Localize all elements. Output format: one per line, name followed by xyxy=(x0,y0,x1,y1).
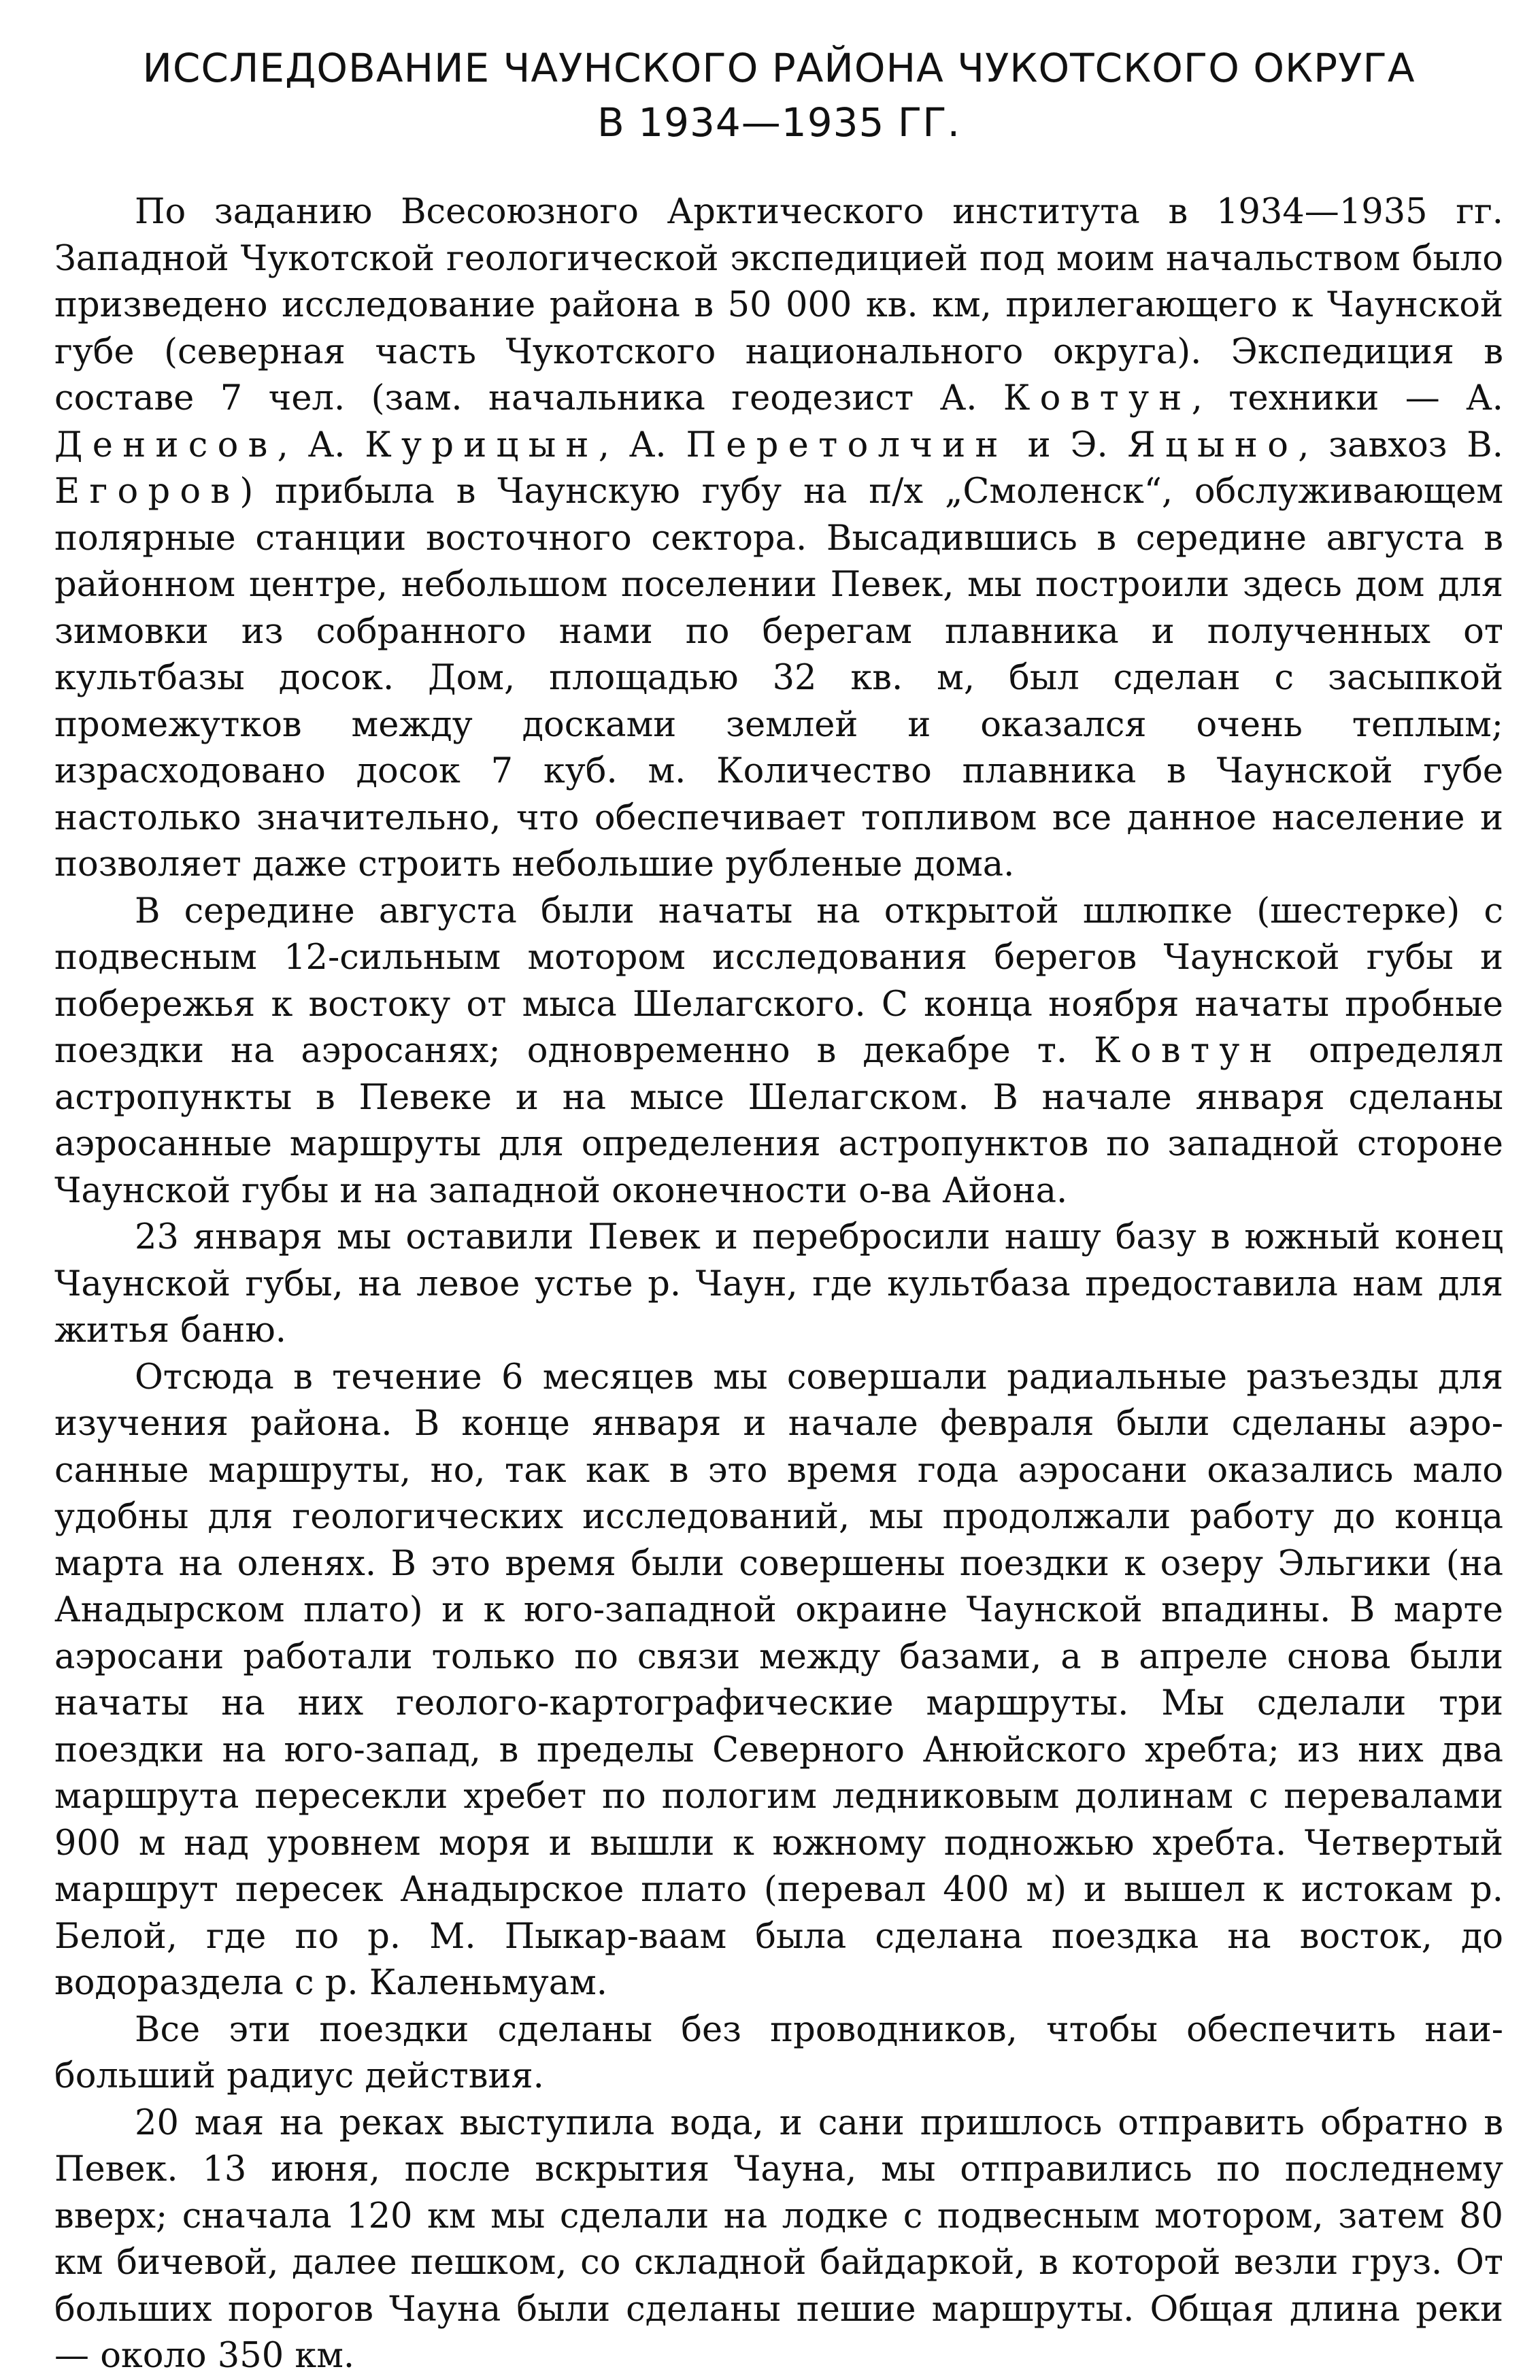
person-name: Денисов xyxy=(54,425,278,465)
document-page xyxy=(54,41,1503,2380)
person-name: Перетолчин xyxy=(686,425,1008,465)
person-name: Егоров xyxy=(54,472,240,512)
person-name: Ковтун xyxy=(1094,1031,1282,1071)
article-title xyxy=(54,41,1503,150)
paragraph-2: В середине августа были начаты на открытой шлюпке (шестерке) с подвесным 12-сильным мотором исследования берегов Чаунской губы и побережья к востоку от мыса Шелагского. С конца ноября начаты пробные поездки на аэросанях; одновременно в декабре т. Ковтун определял астропункты в Певеке и на мысе Шелагском. В начале января сделаны аэросанные маршруты для определения астропунктов по западной стороне Чаунской губы и на западной оконечности о-ва Айона. xyxy=(54,891,1503,1211)
paragraph-3: 23 января мы оставили Певек и перебросили нашу базу в южный конец Чаунской губы, на левое устье р. Чаун, где культбаза предоставила нам для житья баню. xyxy=(54,1217,1503,1351)
paragraph-5: Все эти поездки сделаны без проводников, чтобы обеспечить наибольший радиус действия. xyxy=(54,2009,1503,2096)
person-name: Яцыно xyxy=(1127,425,1299,465)
person-name: Курицын xyxy=(365,425,599,465)
article-body xyxy=(54,189,1503,2380)
article-title-line-1: ИССЛЕДОВАНИЕ ЧАУНСКОГО РАЙОНА ЧУКОТСКОГО ОКРУГА xyxy=(142,45,1416,91)
person-name: Ковтун xyxy=(1003,378,1192,418)
paragraph-4: Отсюда в течение 6 месяцев мы совершали радиальные разъезды для изучения района. В конце января и начале февраля были сделаны аэросанные маршруты, но, так как в это время года аэросани оказались мало удобны для геологических исследований, мы продолжали работу до конца марта на оленях. В это время были совершены поездки к озеру Эльгики (на Анадырском плато) и к юго-западной окраине Чаунской впадины. В марте аэросани работали только по связи между базами, а в апреле снова были начаты на них геолого-картографические маршруты. Мы сделали три поездки на юго-запад, в пределы Северного Анюйского хребта; из них два маршрута пересекли хребет по пологим ледниковым долинам с перевалами 900 м над уровнем моря и вышли к южному подножью хребта. Четвертый маршрут пересек Анадырское плато (перевал 400 м) и вышел к истокам р. Белой, где по р. М. Пыкар-ваам была сделана поездка на восток, до водораздела с р. Каленьмуам. xyxy=(54,1357,1503,2003)
paragraph-1: По заданию Всесоюзного Арктического института в 1934—1935 гг. Западной Чукотской геологической экспедицией под моим начальством было призведено исследование района в 50 000 кв. км, прилегающего к Чаунской губе (северная часть Чукотского национального округа). Экспедиция в составе 7 чел. (зам. начальника геодезист А. Ковтун, техники — А. Денисов, А. Курицын, А. Перетолчин и Э. Яцыно, завхоз В. Егоров) прибыла в Чаунскую губу на п/х „Смоленск“, обслуживающем полярные станции восточного сектора. Высадившись в середине августа в районном центре, небольшом поселении Певек, мы построили здесь дом для зимовки из собранного нами по берегам плавника и полученных от культбазы досок. Дом, площадью 32 кв. м, был сделан с засыпкой промежутков между досками землей и оказался очень теплым; израсходовано досок 7 куб. м. Количество плавника в Чаунской губе настолько значительно, что обеспечивает топливом все данное население и позволяет даже строить небольшие рубленые дома. xyxy=(54,192,1503,885)
paragraph-6: 20 мая на реках выступила вода, и сани пришлось отправить обратно в Певек. 13 июня, после вскрытия Чауна, мы отправились по последнему вверх; сначала 120 км мы сделали на лодке с подвесным мотором, затем 80 км бичевой, далее пешком, со складной байдаркой, в которой везли груз. От больших порогов Чауна были сделаны пешие маршруты. Общая длина реки — около 350 км. xyxy=(54,2102,1503,2376)
article-title-line-2: В 1934—1935 ГГ. xyxy=(597,99,961,146)
